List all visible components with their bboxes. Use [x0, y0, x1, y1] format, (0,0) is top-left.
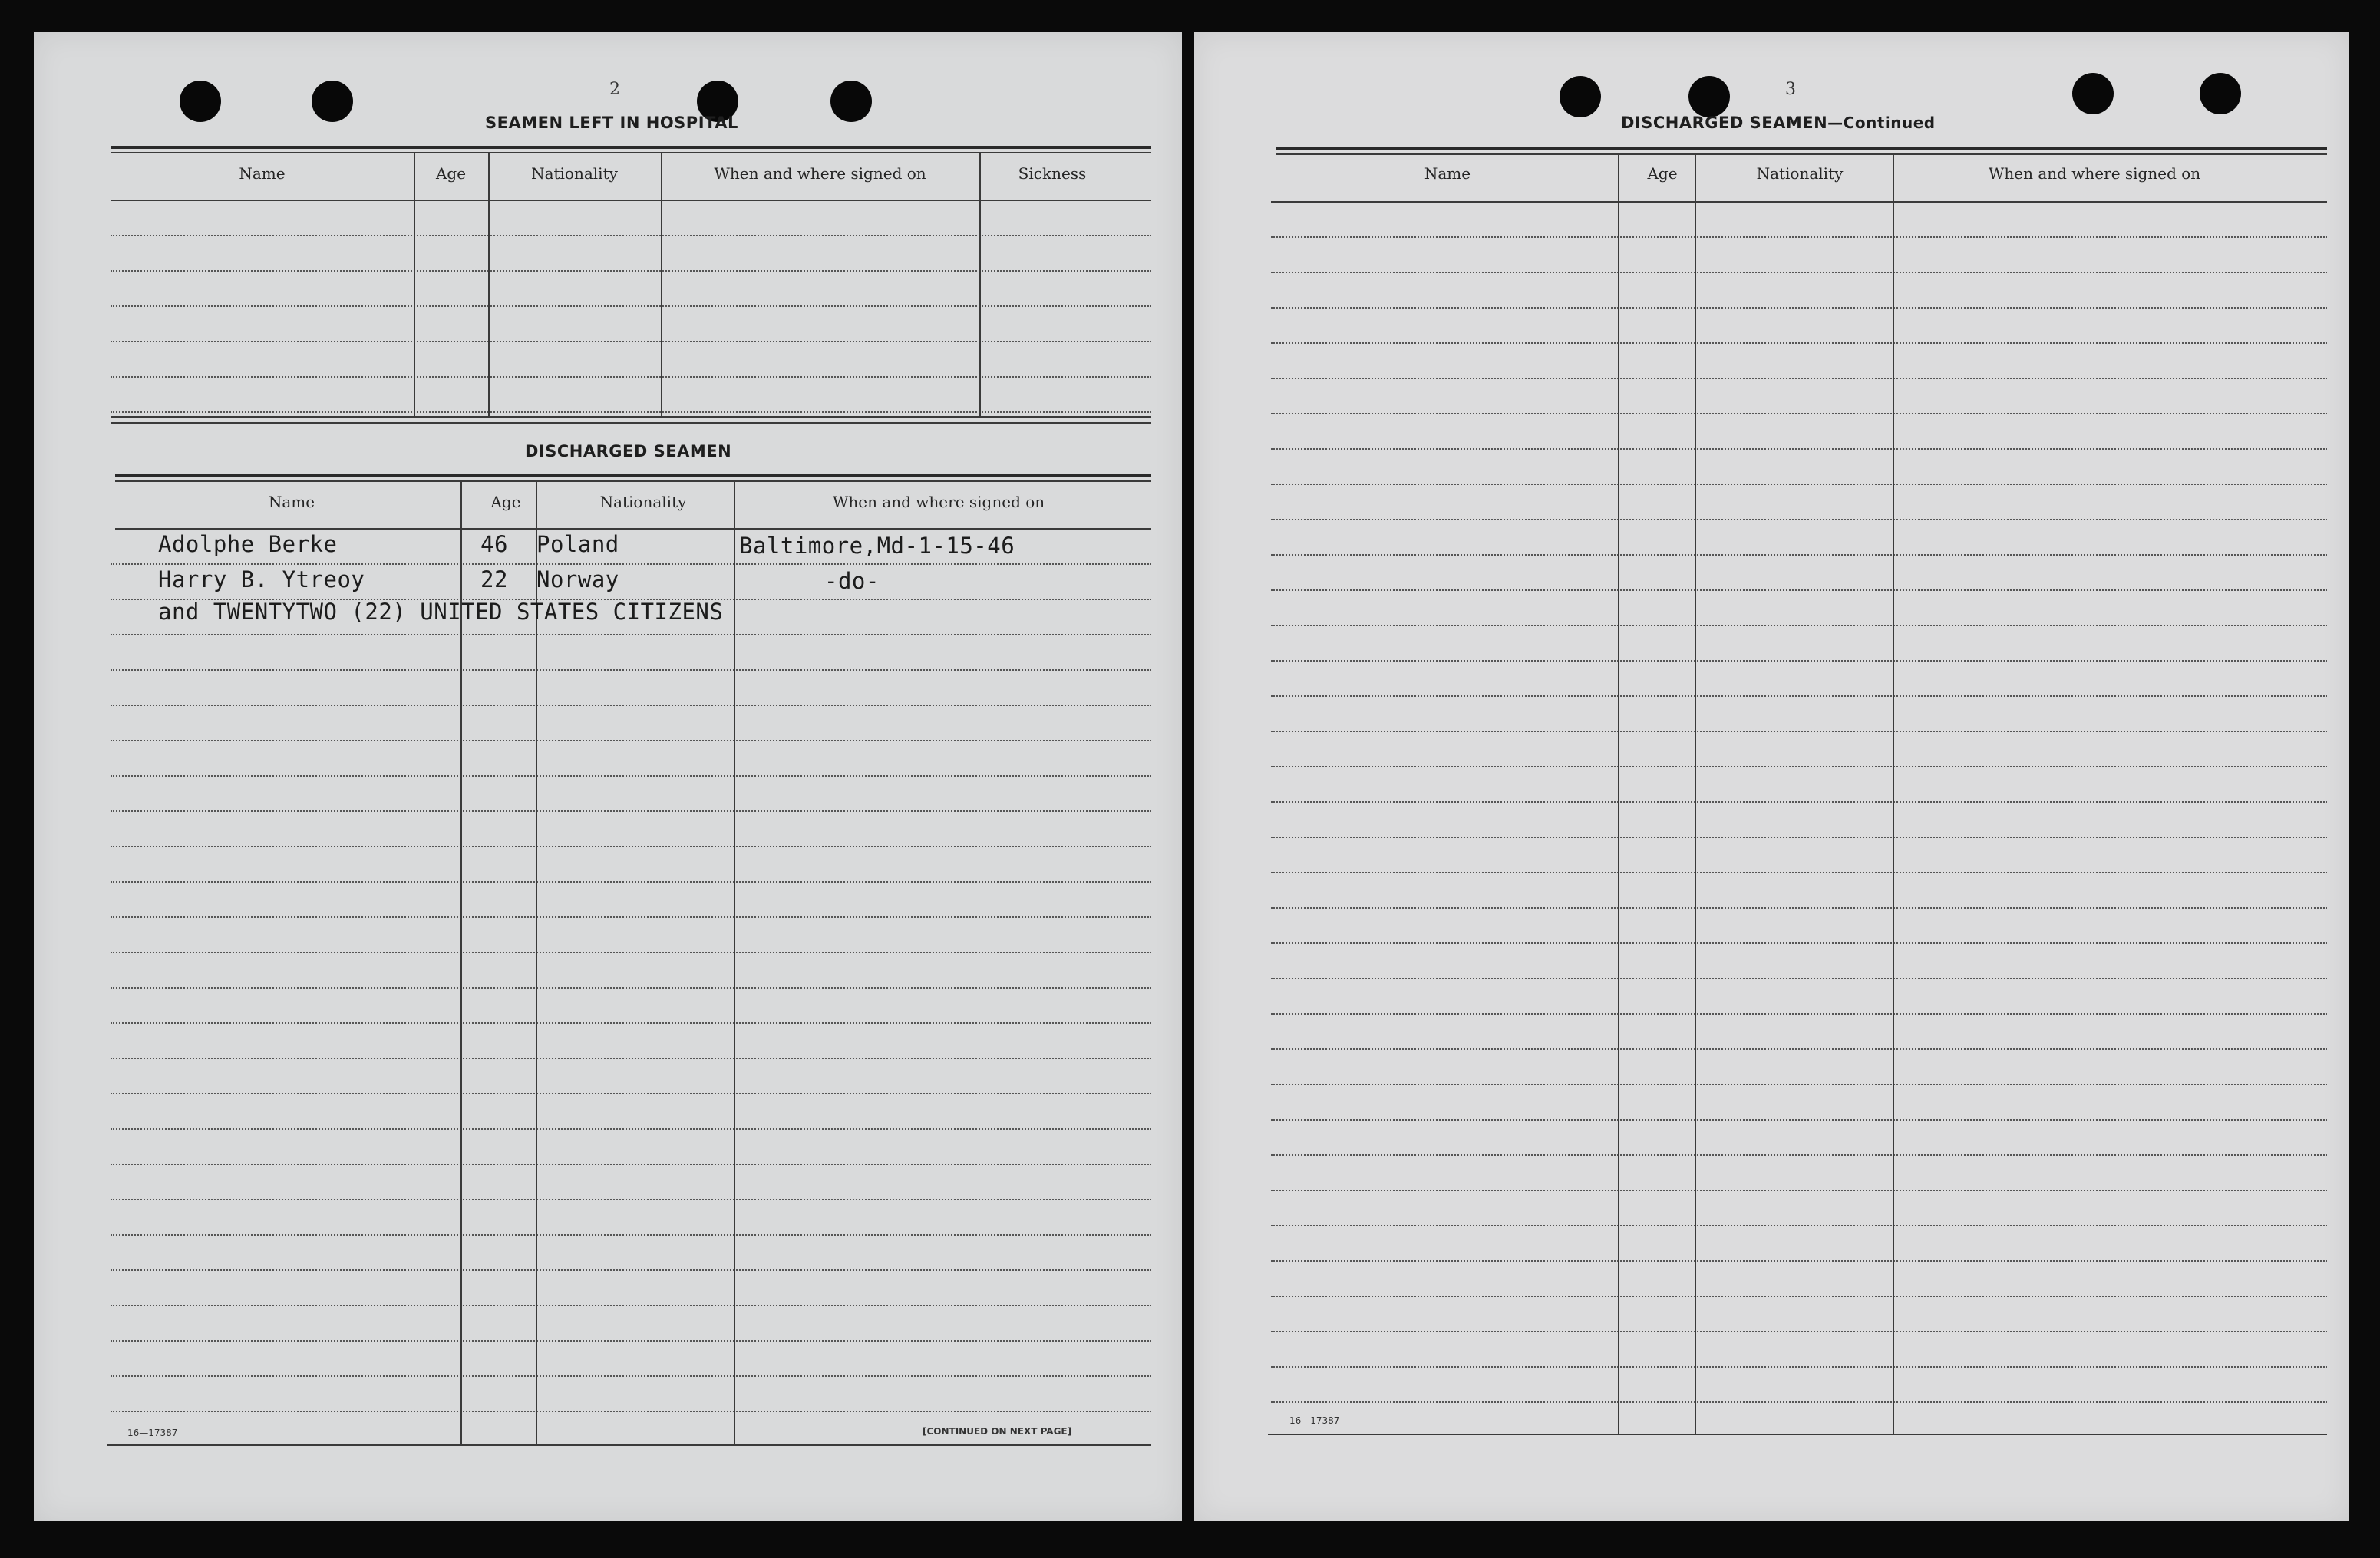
form-number: 16—17387 [127, 1428, 178, 1438]
continued-note: [CONTINUED ON NEXT PAGE] [923, 1426, 1072, 1437]
seaman-age: 46 [480, 531, 508, 557]
seaman-signed-on: -do- [824, 568, 880, 594]
left-page [34, 32, 1182, 1521]
seaman-nationality: Poland [536, 531, 619, 557]
hospital-section-heading: SEAMEN LEFT IN HOSPITAL [485, 114, 738, 132]
col-header-sickness: Sickness [1018, 164, 1087, 183]
col-header-signed-on: When and where signed on [714, 164, 926, 183]
col-header-name: Name [239, 164, 286, 183]
punch-hole [312, 81, 353, 122]
col-header-signed-on: When and where signed on [1988, 164, 2201, 183]
punch-hole [2200, 73, 2241, 114]
punch-hole [2072, 73, 2114, 114]
discharged-section-heading: DISCHARGED SEAMEN [525, 442, 732, 460]
col-header-nationality: Nationality [1756, 164, 1844, 183]
punch-hole [180, 81, 221, 122]
seaman-age: 22 [480, 566, 508, 593]
col-header-name: Name [268, 493, 315, 511]
heading-suffix: —Continued [1827, 114, 1936, 132]
seaman-nationality: Norway [536, 566, 619, 593]
col-header-age: Age [490, 493, 521, 511]
col-header-signed-on: When and where signed on [832, 493, 1045, 511]
punch-hole [1688, 76, 1730, 117]
page-number: 3 [1785, 80, 1796, 99]
page-number: 2 [609, 80, 620, 99]
seaman-signed-on: Baltimore,Md-1-15-46 [739, 533, 1015, 559]
col-header-nationality: Nationality [599, 493, 687, 511]
punch-hole [1560, 76, 1601, 117]
col-header-age: Age [435, 164, 467, 183]
form-number: 16—17387 [1289, 1415, 1340, 1426]
discharged-continued-heading [1621, 114, 1936, 132]
citizens-note: and TWENTYTWO (22) UNITED STATES CITIZENS [158, 599, 724, 625]
right-page [1194, 32, 2349, 1521]
col-header-name: Name [1424, 164, 1471, 183]
seaman-name: Adolphe Berke [158, 531, 338, 557]
col-header-nationality: Nationality [531, 164, 618, 183]
seaman-name: Harry B. Ytreoy [158, 566, 365, 593]
heading-text: DISCHARGED SEAMEN [1621, 114, 1828, 132]
punch-hole [830, 81, 872, 122]
col-header-age: Age [1647, 164, 1678, 183]
